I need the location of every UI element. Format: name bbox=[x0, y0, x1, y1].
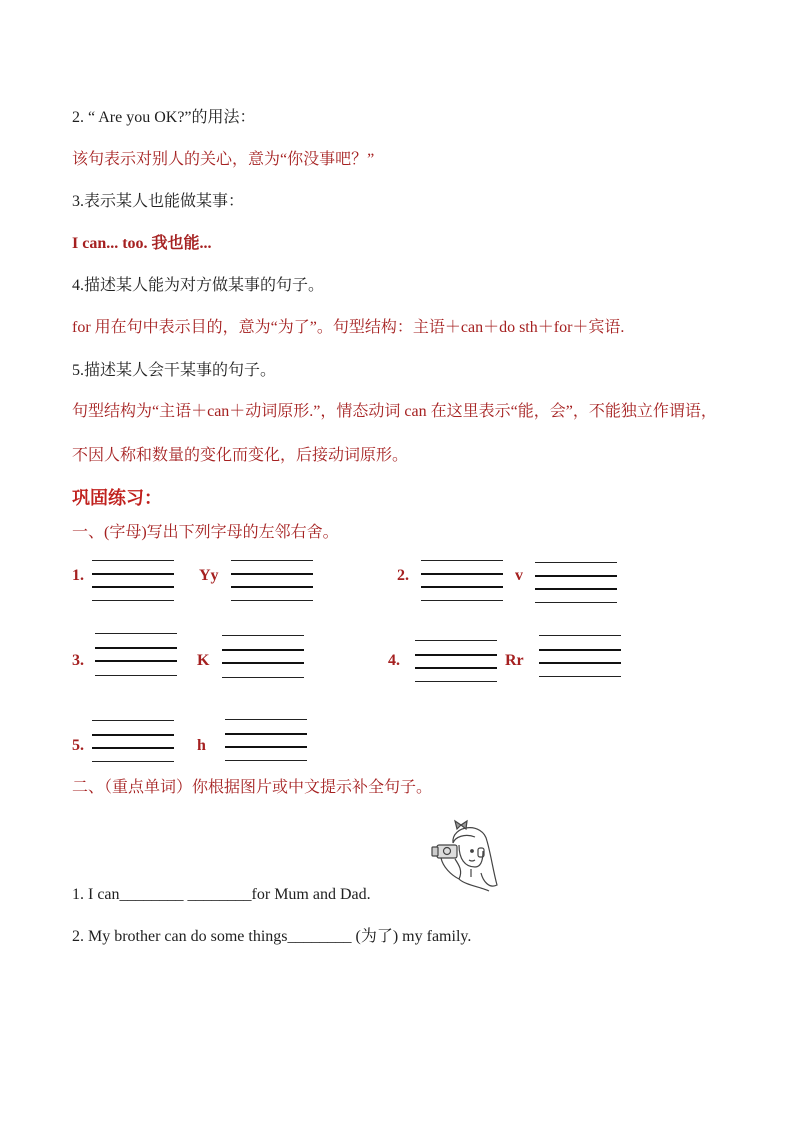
note-5-title: 5.描述某人会干某事的句子。 bbox=[72, 362, 277, 379]
item-5-letter: h bbox=[197, 737, 206, 754]
practice-heading: 巩固练习： bbox=[72, 488, 162, 508]
note-3-body: I can... too. 我也能... bbox=[72, 235, 212, 252]
section-1-title: 一、(字母)写出下列字母的左邻右舍。 bbox=[72, 524, 339, 541]
section-2-title: 二、（重点单词）你根据图片或中文提示补全句子。 bbox=[72, 779, 433, 796]
item-1-letter: Yy bbox=[199, 567, 219, 584]
sentence-1[interactable]: 1. I can________ ________for Mum and Dad. bbox=[72, 886, 371, 903]
note-2-body: 该句表示对别人的关心，意为“你没事吧？” bbox=[72, 151, 375, 168]
note-3-title: 3.表示某人也能做某事： bbox=[72, 193, 245, 210]
sentence-2[interactable]: 2. My brother can do some things________ (为了) my family. bbox=[72, 928, 472, 945]
item-4-letter: Rr bbox=[505, 652, 524, 669]
item-3-letter: K bbox=[197, 652, 210, 669]
item-3-number: 3. bbox=[72, 652, 84, 669]
item-1-number: 1. bbox=[72, 567, 84, 584]
note-4-body: for 用在句中表示目的，意为“为了”。句型结构：主语＋can＋do sth＋for＋宾语. bbox=[72, 319, 625, 336]
girl-with-camera-icon bbox=[425, 815, 505, 895]
note-4-title: 4.描述某人能为对方做某事的句子。 bbox=[72, 277, 325, 294]
note-5-body: 句型结构为“主语＋can＋动词原形.”，情态动词 can 在这里表示“能，会”，不能独立作谓语，不因人称和数量的变化而变化，后接动词原形。 bbox=[72, 403, 717, 464]
item-4-number: 4. bbox=[388, 652, 400, 669]
item-5-number: 5. bbox=[72, 737, 84, 754]
note-2-title: 2. “ Are you OK?”的用法： bbox=[72, 109, 256, 126]
item-2-letter: v bbox=[515, 567, 523, 584]
item-2-number: 2. bbox=[397, 567, 409, 584]
